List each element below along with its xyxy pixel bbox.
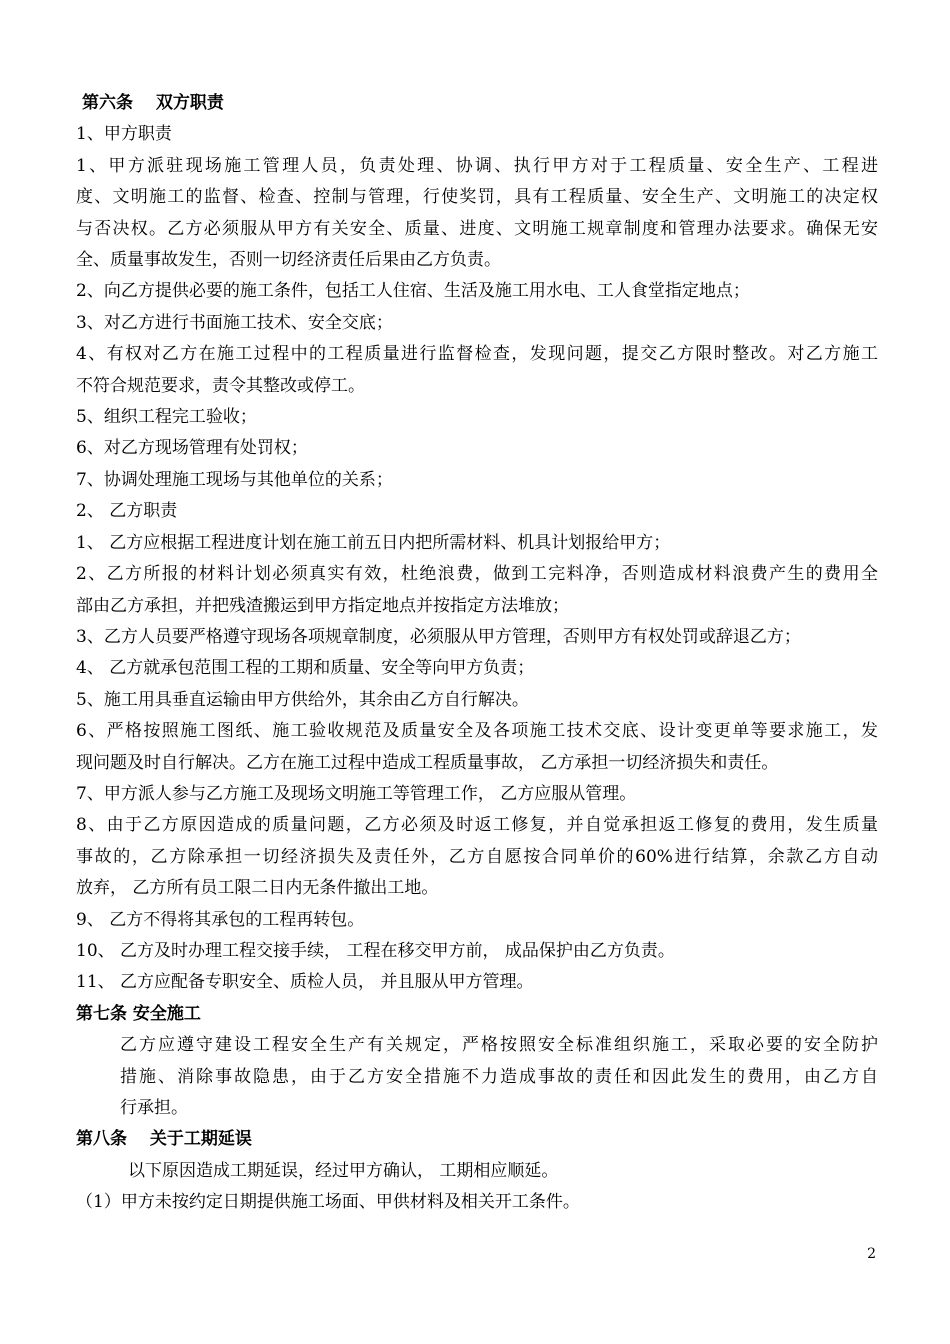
- party-a-item-1: 度、文明施工的监督、检查、控制与管理，行使奖罚，具有工程质量、安全生产、文明施工的决定权: [76, 187, 878, 208]
- party-b-item-8: 放弃， 乙方所有员工限二日内无条件撤出工地。: [76, 878, 439, 899]
- article-8-heading: 第八条 关于工期延误: [76, 1129, 252, 1150]
- party-a-item-7: 7、协调处理施工现场与其他单位的关系；: [76, 469, 393, 490]
- party-b-item-9: 9、 乙方不得将其承包的工程再转包。: [76, 909, 365, 930]
- party-a-item-1: 全、质量事故发生，否则一切经济责任后果由乙方负责。: [76, 250, 501, 271]
- party-b-item-1: 1、 乙方应根据工程进度计划在施工前五日内把所需材料、机具计划报给甲方；: [76, 532, 671, 553]
- party-b-item-11: 11、 乙方应配备专职安全、质检人员， 并且服从甲方管理。: [76, 972, 534, 993]
- party-b-item-8: 8、由于乙方原因造成的质量问题，乙方必须及时返工修复，并自觉承担返工修复的费用，发生质量: [76, 815, 878, 836]
- party-b-item-6: 现问题及时自行解决。乙方在施工过程中造成工程质量事故， 乙方承担一切经济损失和责任。: [76, 752, 779, 773]
- party-b-item-2: 2、乙方所报的材料计划必须真实有效，杜绝浪费，做到工完料净，否则造成材料浪费产生的费用全: [76, 564, 878, 585]
- article-7-body: 行承担。: [120, 1098, 188, 1118]
- party-a-item-4: 不符合规范要求，责令其整改或停工。: [76, 375, 365, 396]
- party-a-item-3: 3、对乙方进行书面施工技术、安全交底；: [76, 312, 393, 333]
- party-b-item-5: 5、施工用具垂直运输由甲方供给外，其余由乙方自行解决。: [76, 689, 529, 710]
- party-b-item-2: 部由乙方承担，并把残渣搬运到甲方指定地点并按指定方法堆放；: [76, 595, 569, 616]
- article-7-body: 措施、消除事故隐患，由于乙方安全措施不力造成事故的责任和因此发生的费用，由乙方自: [120, 1066, 878, 1087]
- party-b-item-6: 6、严格按照施工图纸、施工验收规范及质量安全及各项施工技术交底、设计变更单等要求施工，发: [76, 721, 878, 742]
- party-b-item-7: 7、甲方派人参与乙方施工及现场文明施工等管理工作， 乙方应服从管理。: [76, 783, 637, 804]
- party-b-item-3: 3、乙方人员要严格遵守现场各项规章制度，必须服从甲方管理，否则甲方有权处罚或辞退乙方；: [76, 626, 801, 647]
- party-a-item-1: 与否决权。乙方必须服从甲方有关安全、质量、进度、文明施工规章制度和管理办法要求。确保无安: [76, 218, 878, 239]
- party-a-title: 1、甲方职责: [76, 124, 172, 145]
- article-6-heading: 第六条 双方职责: [82, 93, 224, 113]
- article-7-heading: 第七条 安全施工: [76, 1003, 201, 1024]
- article-7-body: 乙方应遵守建设工程安全生产有关规定，严格按照安全标准组织施工，采取必要的安全防护: [120, 1035, 878, 1056]
- article-8-item-1: （1）甲方未按约定日期提供施工场面、甲供材料及相关开工条件。: [76, 1192, 580, 1213]
- party-a-item-4: 4、有权对乙方在施工过程中的工程质量进行监督检查，发现问题，提交乙方限时整改。对乙方施工: [76, 344, 878, 365]
- party-a-item-2: 2、向乙方提供必要的施工条件，包括工人住宿、生活及施工用水电、工人食堂指定地点；: [76, 281, 750, 302]
- party-b-item-4: 4、 乙方就承包范围工程的工期和质量、安全等向甲方负责；: [76, 658, 535, 679]
- document-page: [76, 88, 878, 1219]
- party-b-title: 2、 乙方职责: [76, 501, 178, 522]
- party-a-item-6: 6、对乙方现场管理有处罚权；: [76, 438, 308, 459]
- page-number: 2: [867, 1246, 876, 1262]
- party-b-item-8: 事故的，乙方除承担一切经济损失及责任外，乙方自愿按合同单价的60%进行结算，余款乙方自动: [76, 846, 878, 867]
- party-a-item-1: 1、甲方派驻现场施工管理人员，负责处理、协调、执行甲方对于工程质量、安全生产、工程进: [76, 155, 878, 176]
- party-a-item-5: 5、组织工程完工验收；: [76, 407, 257, 428]
- article-8-intro: 以下原因造成工期延误，经过甲方确认， 工期相应顺延。: [128, 1160, 559, 1181]
- party-b-item-10: 10、 乙方及时办理工程交接手续， 工程在移交甲方前， 成品保护由乙方负责。: [76, 940, 675, 961]
